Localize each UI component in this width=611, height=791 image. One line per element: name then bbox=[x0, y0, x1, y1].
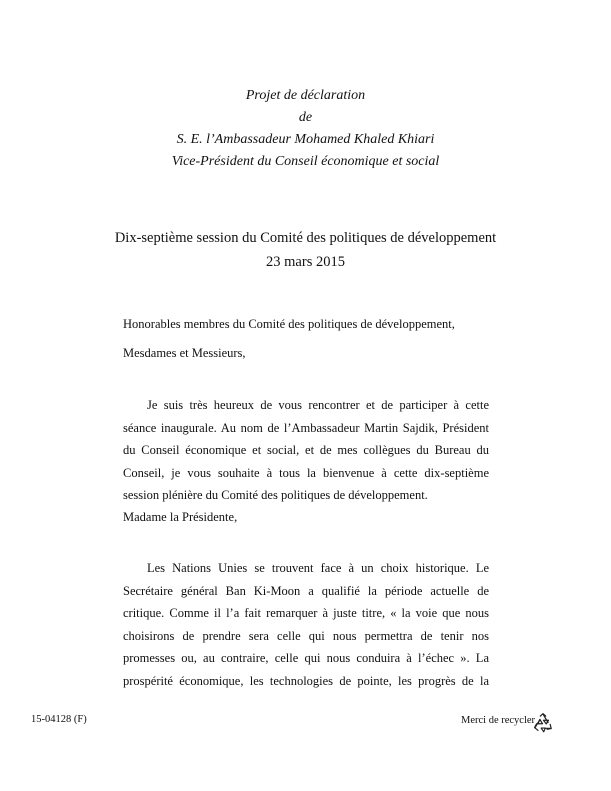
address-block bbox=[123, 506, 489, 529]
paragraph-2-line: Secrétaire général Ban Ki-Moon a qualifié la période actuelle de bbox=[123, 583, 489, 598]
salutation-block bbox=[123, 313, 489, 336]
paragraph-2-line: choisirons de prendre sera celle qui nous permettra de tenir nos bbox=[123, 628, 489, 643]
title-line-1: Projet de déclaration bbox=[245, 88, 366, 103]
salutation-block-2 bbox=[123, 342, 489, 365]
document-code: 15-04128 (F) bbox=[31, 714, 87, 725]
paragraph-2-line: prospérité économique, les technologies de pointe, les progrès de la bbox=[123, 673, 489, 688]
session-name: Dix-septième session du Comité des politiques de développement bbox=[114, 230, 497, 246]
paragraph-1-line: du Conseil économique et social, et de mes collègues du Bureau du bbox=[123, 443, 489, 457]
paragraph-2-line: Les Nations Unies se trouvent face à un choix historique. Le bbox=[147, 561, 489, 575]
recycle-text: Merci de recycler bbox=[461, 715, 536, 726]
title-line-3: S. E. l’Ambassadeur Mohamed Khaled Khiari bbox=[176, 132, 435, 147]
paragraph-1-line: Je suis très heureux de vous rencontrer et de participer à cette bbox=[147, 398, 489, 412]
title-line-2: de bbox=[298, 110, 313, 125]
title-line-4: Vice-Président du Conseil économique et social bbox=[171, 154, 440, 169]
statement-title bbox=[0, 85, 611, 173]
paragraph-2-line: critique. Comme il l’a fait remarquer à juste titre, « la voie que nous bbox=[123, 606, 489, 620]
paragraph-1-line: séance inaugurale. Au nom de l’Ambassadeur Martin Sajdik, Président bbox=[123, 420, 489, 435]
paragraph-2 bbox=[123, 557, 489, 692]
paragraph-1 bbox=[123, 394, 489, 507]
recycle-icon bbox=[532, 712, 554, 734]
session-date: 23 mars 2015 bbox=[266, 254, 345, 270]
session-heading bbox=[0, 226, 611, 274]
salutation-line-1: Honorables membres du Comité des politiques de développement, bbox=[123, 317, 455, 331]
salutation-line-2: Mesdames et Messieurs, bbox=[123, 346, 246, 360]
paragraph-1-line: session plénière du Comité des politiques de développement. bbox=[123, 488, 428, 502]
paragraph-1-line: Conseil, je vous souhaite à tous la bienvenue à cette dix-septième bbox=[123, 465, 489, 480]
paragraph-2-line: promesses ou, au contraire, celle qui nous conduira à l’échec ». La bbox=[123, 651, 489, 665]
address-line: Madame la Présidente, bbox=[123, 510, 238, 524]
